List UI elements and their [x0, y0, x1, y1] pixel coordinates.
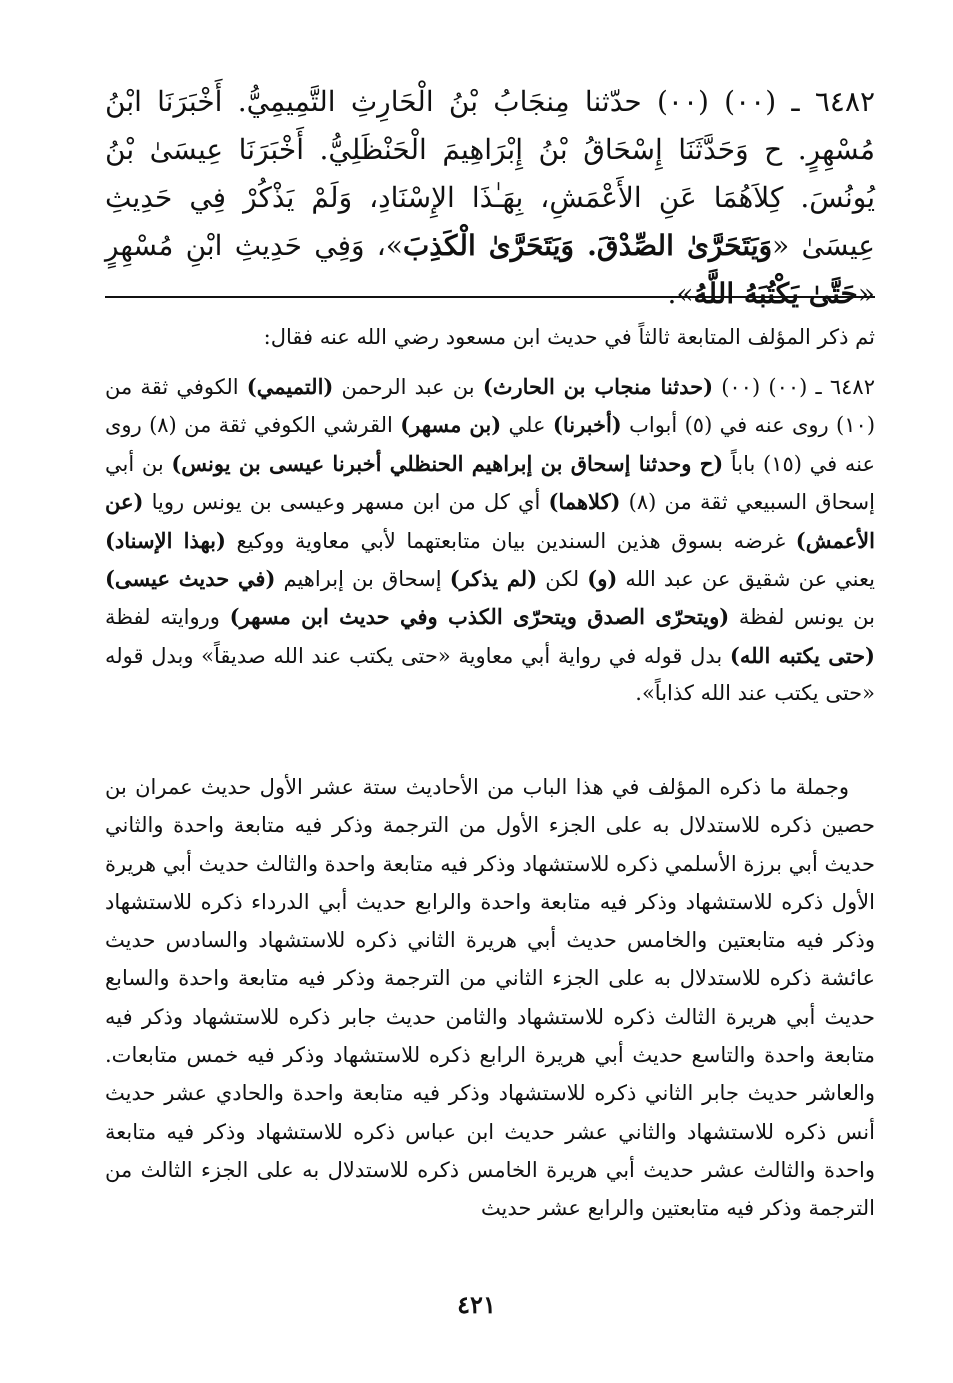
hadith-bold-phrase-2: حَتَّىٰ يَكْتُبَهُ اللَّهُ: [693, 277, 858, 310]
commentary-text: وروايته لفظة: [105, 605, 230, 630]
commentary-bold: (أخبرنا): [552, 412, 622, 438]
commentary-bold: (بهذا الإسناد): [105, 527, 226, 553]
commentary-bold: (كلاهما): [548, 489, 621, 515]
commentary-text: علي: [501, 413, 553, 438]
commentary-bold: (في حديث عيسى): [105, 566, 276, 592]
hadith-intro: ٦٤٨٢ ـ (٠٠) (٠٠) حدّثنا مِنجَابُ بْنُ الْحَارِثِ التَّمِيمِيُّ. أَخْبَرَنَا ابْنُ مُسْهِرٍ. ح وَحَدَّثَنَا إِسْحَاقُ بْنُ إِبْرَاهِيمَ الْحَنْظَلِيُّ. أَخْبَرَنَا عِيسَىٰ بْنُ يُونُسَ. كِلاَهُمَا عَنِ الأَعْمَشِ، بِهَـٰذَا الإِسْنَادِ، وَلَمْ يَذْكُرْ فِي حَدِيثِ عِيسَىٰ «: [105, 85, 876, 262]
hadith-bold-phrase-1: وَيَتَحَرَّىٰ الصِّدْقَ. وَيَتَحَرَّىٰ الْكَذِبَ: [402, 229, 773, 262]
commentary-bold: (حدثنا منجاب بن الحارث): [482, 374, 714, 399]
commentary-text: إسحاق بن إبراهيم: [275, 567, 450, 592]
commentary-bold: (ويتحرّى الصدق ويتحرّى الكذب وفي حديث ابن مسهر): [229, 604, 730, 630]
commentary-text: بدل قوله في رواية أبي معاوية «حتى يكتب عند الله صديقاً» وبدل قوله «حتى يكتب عند الله كذاباً».: [105, 643, 875, 706]
commentary-text: ٦٤٨٢ ـ (٠٠) (٠٠): [713, 375, 875, 399]
commentary-text: غرضه بسوق هذين السندين بيان متابعتهما لأبي معاوية ووكيع: [225, 528, 796, 553]
commentary-text: يعني عن شقيق عن عبد الله: [617, 567, 875, 592]
separator-rule: [105, 296, 875, 298]
hadith-text: [105, 78, 875, 318]
commentary-text: الكوفي ثقة من (١٠) روى عنه في (٥) أبواب: [105, 375, 876, 438]
commentary-bold: (عن الأعمش): [105, 489, 875, 553]
hadith-end: ».: [667, 277, 694, 310]
commentary-bold: (ح وحدثنا إسحاق بن إبراهيم الحنظلي أخبرنا عيسى بن يونس): [171, 450, 724, 476]
commentary-bold: (لم يذكر): [449, 566, 538, 592]
commentary-text: بن يونس لفظة: [729, 605, 875, 630]
commentary-bold: (و): [587, 566, 618, 592]
commentary-text: لكن: [537, 567, 588, 592]
commentary-text: بن أبي إسحاق السبيعي ثقة من (٨): [105, 451, 875, 515]
commentary-text: بن عبد الرحمن: [333, 375, 483, 399]
commentary-bold: (حتى يكتبه الله): [729, 642, 875, 668]
commentary-bold: (بن مسهر): [400, 412, 502, 438]
commentary-paragraph: [105, 368, 875, 713]
commentary-intro-line: ثم ذكر المؤلف المتابعة ثالثاً في حديث ابن مسعود رضي الله عنه فقال:: [263, 325, 875, 349]
summary-paragraph: وجملة ما ذكره المؤلف في هذا الباب من الأحاديث ستة عشر الأول حديث عمران بن حصين ذكره للاستدلال به على الجزء الأول من الترجمة وذكر فيه متابعة واحدة والثاني حديث أبي برزة الأسلمي ذكره للاستشهاد وذكر فيه متابعة واحدة والثالث حديث أبي هريرة الأول ذكره للاستشهاد وذكر فيه متابعة واحدة والرابع حديث أبي الدرداء ذكره للاستشهاد وذكر فيه متابعتين والخامس حديث أبي هريرة الثاني ذكره للاستشهاد والسادس حديث عائشة ذكره للاستدلال به على الجزء الثاني من الترجمة وذكر فيه متابعة واحدة والسابع حديث أبي هريرة الثالث ذكره للاستشهاد والثامن حديث جابر ذكره للاستشهاد وذكر فيه متابعة واحدة والتاسع حديث أبي هريرة الرابع ذكره للاستشهاد وذكر فيه خمس متابعات. والعاشر حديث جابر الثاني ذكره للاستشهاد وذكر فيه متابعة واحدة والحادي عشر حديث أنس ذكره للاستشهاد والثاني عشر حديث ابن عباس ذكره للاستشهاد وذكر فيه متابعة واحدة والثالث عشر حديث أبي هريرة الخامس ذكره للاستدلال به على الجزء الثالث من الترجمة وذكر فيه متابعتين والرابع عشر حديث: [105, 775, 875, 1221]
hadith-mid: »، وَفِي حَدِيثِ ابْنِ مُسْهِرٍ «: [105, 229, 875, 310]
commentary-bold: (التميمي): [246, 374, 334, 399]
page-number: ٤٢١: [457, 1290, 496, 1319]
commentary-text: القرشي الكوفي ثقة من (٨) روى عنه في (١٥) باباً: [105, 413, 875, 476]
commentary-text: أي كل من ابن مسهر وعيسى بن يونس رويا: [143, 490, 549, 515]
